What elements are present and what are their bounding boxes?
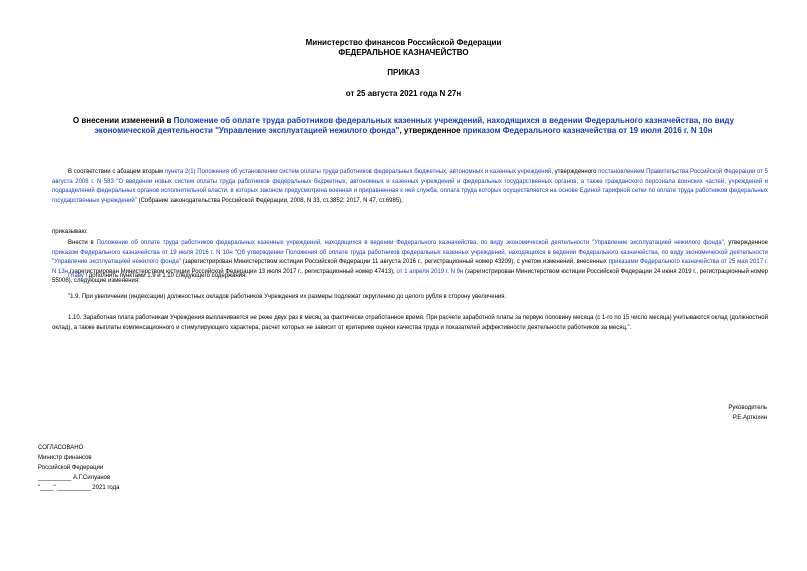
treasury-name: ФЕДЕРАЛЬНОЕ КАЗНАЧЕЙСТВО	[338, 48, 469, 57]
document-type: ПРИКАЗ	[387, 68, 420, 77]
agreed-line-1: Министр финансов	[38, 455, 92, 461]
item-1-10: 1.10. Заработная плата работникам Учреждения выплачивается не реже двух раз в месяц за фактически отработанное время. При расчете заработной платы за первую половину месяца (с 1-го по 15 число месяца) учитываются оклад (должностной оклад), а также выплаты компенсационного и стимулирующего характера, расчет которых не зависит от критериев оценки качества труда и показателей эффективности деятельности работников за месяц.".	[52, 315, 768, 331]
order-link-regulation[interactable]: Положение об оплате труда работников федеральных казенных учреждений, находящихся в ведении Федерального казначейства, по виду экономической деятельности "Управление эксплуатацией нежилого фонда"	[96, 240, 724, 246]
order-link-approval[interactable]: приказом Федерального казначейства от 19 июля 2016 г. N 10н "Об утверждении Положения об оплате труда работников федеральных казенных учреждений, находящихся в ведении Федерального казначейства, по виду экономической деятельности "Управление эксплуатацией нежилого фонда"	[52, 249, 768, 265]
preamble-text-1: В соответствии с абзацем вторым	[68, 169, 165, 175]
title-middle: , утвержденное	[399, 126, 463, 135]
order-link-amendment-2017[interactable]: приказами Федерального казначейства от 25 мая 2017 г. N 13н	[52, 259, 768, 275]
chapter-text: дополнить пунктами 1.9 и 1.10 следующего содержания:	[87, 273, 247, 279]
document-title	[50, 116, 757, 136]
preamble-paragraph	[52, 168, 768, 206]
chapter-link[interactable]: Главу I	[68, 273, 88, 279]
document-date: от 25 августа 2021 года N 27н	[345, 89, 462, 98]
agreed-line-2: Российской Федерации	[38, 465, 104, 471]
signature-role: Руководитель	[728, 405, 767, 411]
agreed-label: СОГЛАСОВАНО	[38, 445, 84, 451]
order-link-amendment-2019[interactable]: от 1 апреля 2019 г. N 9н	[396, 268, 464, 275]
chapter-paragraph	[52, 272, 768, 282]
item-1-9: "1.9. При увеличении (индексации) должностных окладов работников Учреждения их размеры подлежат округлению до целого рубля в сторону увеличения.	[68, 294, 507, 300]
title-link-regulation[interactable]: Положение об оплате труда работников федеральных казенных учреждений, находящихся в ведении Федерального казначейства, по виду экономической деятельности "Управление эксплуатацией нежилого фонда"	[94, 116, 735, 135]
agreed-line-4: "____" __________ 2021 года	[38, 485, 120, 491]
signature-name: Р.Е.Артюхин	[732, 415, 767, 421]
title-prefix: О внесении изменений в	[72, 116, 174, 125]
preamble-text-2: , утвержденного	[551, 169, 599, 175]
preamble-link-resolution[interactable]: постановлением Правительства Российской Федерации от 5 августа 2008 г. N 583 "О введении новых систем оплаты труда работников федеральных бюджетных, автономных и казенных учреждений и федеральных государственных органов, а также гражданского персонала воинских частей, учреждений и подразделений федеральных органов исполнительной власти, в которых законом предусмотрена военная и приравненная к ней служба, оплата труда которых осуществляется на основе Единой тарифной сетки по оплате труда работников федеральных государственных учреждений"	[52, 169, 769, 204]
order-text-2: , утвержденное	[723, 240, 768, 246]
order-text-4: (зарегистрирован Министерством юстиции Российской Федерации 13 июля 2017 г., регистрационный номер 47413),	[68, 268, 397, 275]
order-word: приказываю:	[52, 229, 88, 235]
preamble-text-3: (Собрание законодательства Российской Федерации, 2008, N 33, ст.3852; 2017, N 47, ст.6985),	[136, 197, 403, 204]
order-text-5: (зарегистрирован Министерством юстиции Российской Федерации 24 июня 2019 г., регистрационный номер 55006), следующие изменения:	[52, 268, 769, 284]
ministry-name: Министерство финансов Российской Федерации	[305, 38, 502, 47]
order-text-1: Внести в	[68, 240, 97, 246]
agreed-line-3: __________ А.Г.Силуанов	[38, 475, 111, 481]
preamble-link-clause[interactable]: пункта 2(1) Положения об установлении систем оплаты труда работников федеральных бюджетных, автономных и казенных учреждений	[164, 169, 552, 175]
title-link-order[interactable]: приказом Федерального казначейства от 19 июля 2016 г. N 10н	[462, 126, 713, 135]
order-text-3: (зарегистрирован Министерством юстиции Российской Федерации 11 августа 2016 г., регистрационный номер 43209), с учетом изменений, внесенных	[180, 259, 609, 265]
